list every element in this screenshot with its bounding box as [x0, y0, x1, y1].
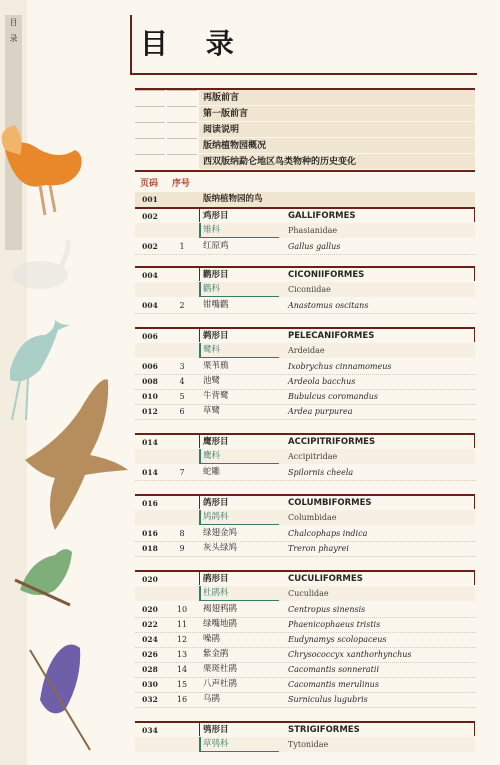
order-name-cn: 鹳形目 — [203, 270, 229, 280]
family-name-cn: 鹰科 — [203, 451, 221, 461]
pigeon-icon — [15, 549, 72, 605]
page-title: 目 录 — [140, 27, 248, 60]
species-name-sci: Ardea purpurea — [288, 407, 353, 416]
species-name-cn: 乌鹃 — [203, 694, 221, 704]
heron-icon — [10, 320, 70, 420]
species-name-cn: 噪鹃 — [203, 634, 221, 644]
order-page: 034 — [135, 723, 165, 736]
species-name-sci: Anastomus oscitans — [288, 301, 369, 310]
species-number: 7 — [179, 468, 185, 477]
order-name-sci: PELECANIFORMES — [288, 331, 375, 341]
family-row[interactable] — [135, 510, 475, 525]
species-name-sci: Bubulcus coromandus — [288, 392, 378, 401]
species-name-cn: 绿翅金鸠 — [203, 528, 238, 538]
species-name-sci: Cacomantis merulinus — [288, 680, 379, 689]
species-name-cn: 绿嘴地鹃 — [203, 619, 238, 629]
species-name-cn: 栗斑杜鹃 — [203, 664, 238, 674]
family-name-cn: 杜鹃科 — [203, 588, 229, 598]
species-row[interactable] — [135, 404, 475, 420]
species-page: 028 — [142, 665, 158, 674]
side-label-1: 目 — [9, 18, 18, 27]
species-name-cn: 池鹭 — [203, 376, 221, 386]
order-page: 016 — [135, 496, 165, 509]
species-number: 12 — [176, 635, 188, 644]
species-row[interactable] — [135, 662, 475, 678]
cuckoo-icon — [30, 644, 90, 750]
species-name-sci: Ardeola bacchus — [288, 377, 356, 386]
species-name-cn: 褐翅鸦鹃 — [203, 604, 238, 614]
family-row[interactable] — [135, 737, 475, 752]
intro-item[interactable]: 西双版纳勐仑地区鸟类物种的历史变化 — [135, 154, 475, 170]
species-row[interactable] — [135, 359, 475, 375]
species-name-cn: 红原鸡 — [203, 241, 229, 251]
order-name-cn: 鹰形目 — [203, 437, 229, 447]
family-name-sci: Accipitridae — [288, 452, 338, 461]
species-name-sci: Chalcophaps indica — [288, 529, 368, 538]
section-row[interactable] — [135, 192, 475, 207]
species-page: 030 — [142, 680, 158, 689]
species-page: 014 — [142, 468, 158, 477]
species-row[interactable] — [135, 677, 475, 693]
species-name-cn: 栗苇鳽 — [203, 361, 229, 371]
species-page: 010 — [142, 392, 158, 401]
species-page: 012 — [142, 407, 158, 416]
species-row[interactable] — [135, 374, 475, 390]
species-name-cn: 八声杜鹃 — [203, 679, 238, 689]
order-name-sci: CICONIIFORMES — [288, 270, 365, 280]
species-name-cn: 草鹭 — [203, 406, 221, 416]
species-number: 10 — [176, 605, 188, 614]
order-page: 014 — [135, 435, 165, 448]
species-row[interactable] — [135, 465, 475, 481]
rooster-icon — [2, 125, 82, 215]
species-row[interactable] — [135, 647, 475, 663]
order-name-cn: 鸡形目 — [203, 211, 229, 221]
species-row[interactable] — [135, 541, 475, 557]
family-row[interactable] — [135, 343, 475, 358]
order-name-cn: 鸮形目 — [203, 725, 229, 735]
order-name-cn: 鹈形目 — [203, 331, 229, 341]
section-label: 版纳植物园的鸟 — [203, 194, 263, 204]
number-column-header: 序号 — [172, 179, 191, 189]
species-number: 9 — [179, 544, 185, 553]
species-number: 14 — [176, 665, 188, 674]
species-page: 016 — [142, 529, 158, 538]
species-page: 006 — [142, 362, 158, 371]
eagle-icon — [25, 379, 128, 530]
species-row[interactable] — [135, 617, 475, 633]
intro-item[interactable]: 第一版前言 — [135, 106, 475, 122]
species-page: 002 — [142, 242, 158, 251]
species-name-sci: Treron phayrei — [288, 544, 349, 553]
order-name-cn: 鸽形目 — [203, 498, 229, 508]
species-page: 024 — [142, 635, 158, 644]
species-row[interactable] — [135, 239, 475, 255]
species-name-cn: 蛇雕 — [203, 467, 221, 477]
bird-illustrations — [0, 120, 130, 760]
family-row[interactable] — [135, 449, 475, 464]
species-page: 020 — [142, 605, 158, 614]
species-number: 15 — [176, 680, 188, 689]
species-number: 11 — [176, 620, 188, 629]
order-page: 006 — [135, 329, 165, 342]
family-name-sci: Ciconiidae — [288, 285, 331, 294]
family-row[interactable] — [135, 282, 475, 297]
species-name-sci: Spilornis cheela — [288, 468, 354, 477]
family-name-cn: 鹭科 — [203, 345, 221, 355]
species-number: 3 — [179, 362, 185, 371]
species-name-cn: 牛背鹭 — [203, 391, 229, 401]
order-page: 002 — [135, 209, 165, 222]
family-row[interactable] — [135, 586, 475, 601]
species-row[interactable] — [135, 632, 475, 648]
order-page: 020 — [135, 572, 165, 585]
family-name-cn: 鸠鸽科 — [203, 512, 229, 522]
species-name-sci: Eudynamys scolopaceus — [288, 635, 387, 644]
species-row[interactable] — [135, 298, 475, 314]
egret-icon — [12, 240, 68, 289]
species-number: 4 — [179, 377, 185, 386]
species-name-cn: 钳嘴鹳 — [203, 300, 229, 310]
species-page: 026 — [142, 650, 158, 659]
species-name-cn: 灰头绿鸠 — [203, 543, 238, 553]
species-name-sci: Chrysococcyx xanthorhynchus — [288, 650, 412, 659]
section-page: 001 — [142, 195, 158, 204]
species-row[interactable] — [135, 602, 475, 618]
species-page: 004 — [142, 301, 158, 310]
species-name-cn: 紫金鹃 — [203, 649, 229, 659]
species-number: 6 — [179, 407, 185, 416]
species-name-sci: Surniculus lugubris — [288, 695, 368, 704]
species-page: 032 — [142, 695, 158, 704]
family-name-cn: 草鸮科 — [203, 739, 229, 749]
family-name-cn: 雉科 — [203, 225, 221, 235]
order-name-sci: STRIGIFORMES — [288, 725, 360, 735]
species-number: 13 — [176, 650, 188, 659]
species-number: 2 — [179, 301, 185, 310]
side-label-2: 录 — [9, 34, 18, 43]
family-name-sci: Ardeidae — [288, 346, 325, 355]
species-number: 8 — [179, 529, 185, 538]
family-name-cn: 鹳科 — [203, 284, 221, 294]
order-name-sci: COLUMBIFORMES — [288, 498, 372, 508]
species-number: 5 — [179, 392, 185, 401]
family-name-sci: Columbidae — [288, 513, 337, 522]
species-name-sci: Ixobrychus cinnamomeus — [288, 362, 392, 371]
intro-list — [135, 90, 475, 170]
species-number: 16 — [176, 695, 188, 704]
order-name-sci: CUCULIFORMES — [288, 574, 363, 584]
family-name-sci: Phasianidae — [288, 226, 338, 235]
intro-item[interactable]: 再版前言 — [135, 90, 475, 106]
intro-item[interactable]: 阅读说明 — [135, 122, 475, 138]
species-page: 008 — [142, 377, 158, 386]
order-name-sci: GALLIFORMES — [288, 211, 356, 221]
family-name-sci: Tytonidae — [288, 740, 329, 749]
species-row[interactable] — [135, 692, 475, 708]
order-name-cn: 鹃形目 — [203, 574, 229, 584]
species-name-sci: Gallus gallus — [288, 242, 341, 251]
species-row[interactable] — [135, 526, 475, 542]
species-page: 022 — [142, 620, 158, 629]
species-row[interactable] — [135, 389, 475, 405]
species-name-sci: Phaenicophaeus tristis — [288, 620, 381, 629]
family-row[interactable] — [135, 223, 475, 238]
family-name-sci: Cuculidae — [288, 589, 329, 598]
order-name-sci: ACCIPITRIFORMES — [288, 437, 376, 447]
species-page: 018 — [142, 544, 158, 553]
intro-item[interactable]: 版纳植物园概况 — [135, 138, 475, 154]
species-name-sci: Centropus sinensis — [288, 605, 366, 614]
species-name-sci: Cacomantis sonneratii — [288, 665, 380, 674]
page-column-header: 页码 — [140, 179, 159, 189]
order-page: 004 — [135, 268, 165, 281]
divider — [135, 170, 475, 172]
species-number: 1 — [179, 242, 185, 251]
